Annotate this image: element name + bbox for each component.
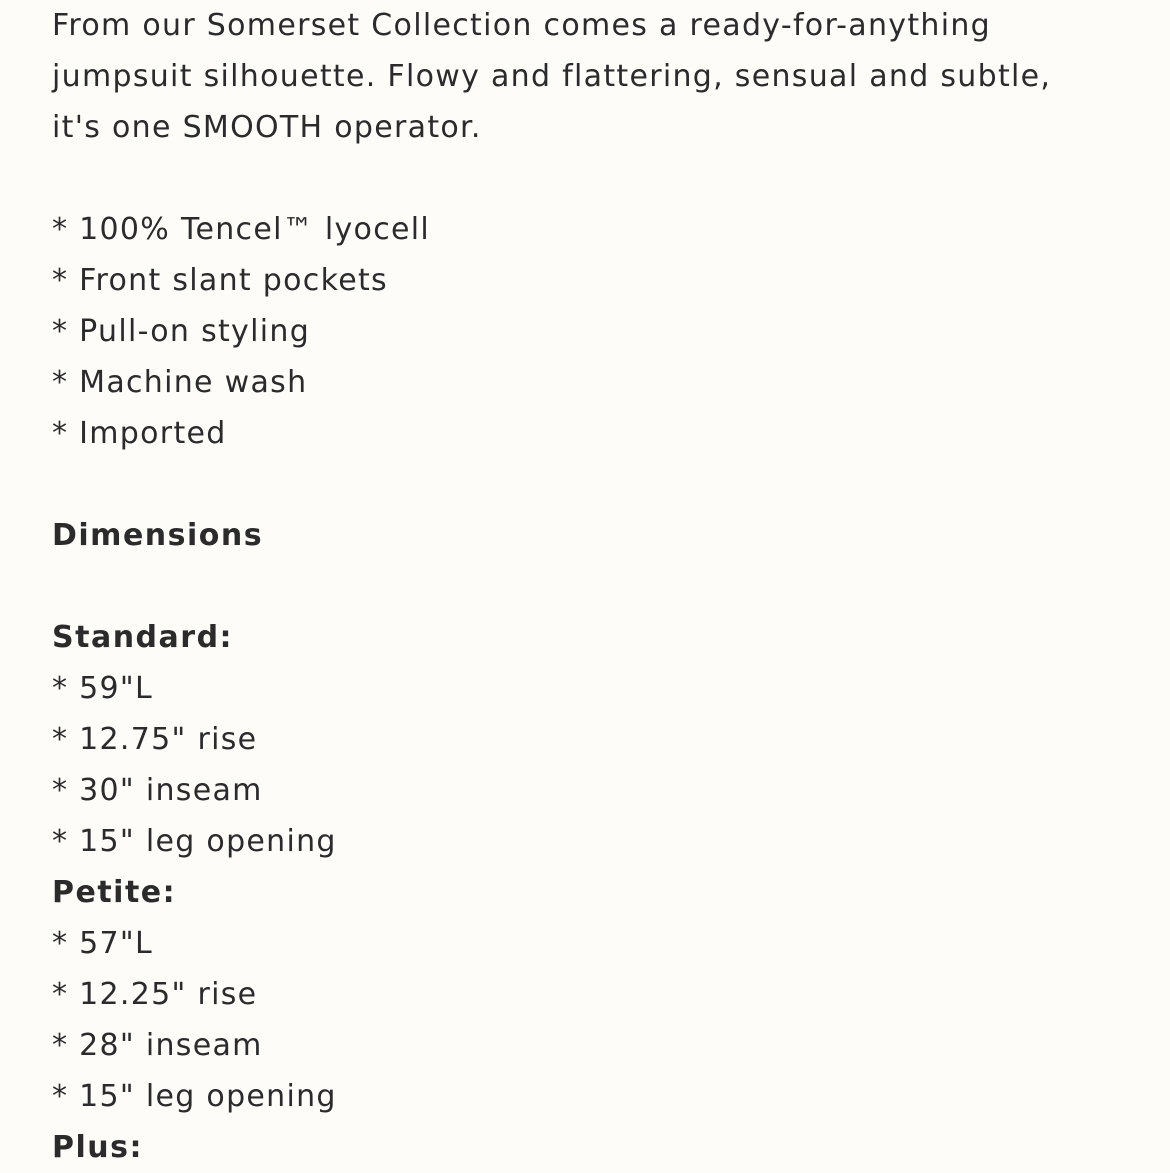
dimension-item: * 15" leg opening bbox=[52, 1079, 337, 1114]
description-line: it's one SMOOTH operator. bbox=[52, 110, 482, 145]
standard-dimensions bbox=[52, 612, 1132, 867]
dimension-item: * 15" leg opening bbox=[52, 824, 337, 859]
feature-item: * Machine wash bbox=[52, 365, 308, 400]
spacer bbox=[52, 459, 1132, 510]
petite-dimensions bbox=[52, 867, 1132, 1122]
description-line: jumpsuit silhouette. Flowy and flattering, sensual and subtle, bbox=[52, 59, 1052, 94]
feature-item: * Pull-on styling bbox=[52, 314, 311, 349]
plus-label: Plus: bbox=[52, 1130, 143, 1165]
feature-list bbox=[52, 204, 1132, 459]
petite-label: Petite: bbox=[52, 875, 177, 910]
spacer bbox=[52, 153, 1132, 204]
dimension-item: * 57"L bbox=[52, 926, 154, 961]
dimensions-heading: Dimensions bbox=[52, 518, 264, 553]
dimension-item: * 12.25" rise bbox=[52, 977, 258, 1012]
feature-item: * Front slant pockets bbox=[52, 263, 388, 298]
product-description bbox=[52, 0, 1132, 1173]
dimension-item: * 12.75" rise bbox=[52, 722, 258, 757]
feature-item: * 100% Tencel™ lyocell bbox=[52, 212, 431, 247]
spacer bbox=[52, 561, 1132, 612]
dimension-item: * 30" inseam bbox=[52, 773, 263, 808]
dimension-item: * 28" inseam bbox=[52, 1028, 263, 1063]
description-line: From our Somerset Collection comes a ready-for-anything bbox=[52, 8, 992, 43]
plus-dimensions bbox=[52, 1122, 1132, 1173]
feature-item: * Imported bbox=[52, 416, 227, 451]
dimension-item: * 59"L bbox=[52, 671, 154, 706]
standard-label: Standard: bbox=[52, 620, 234, 655]
